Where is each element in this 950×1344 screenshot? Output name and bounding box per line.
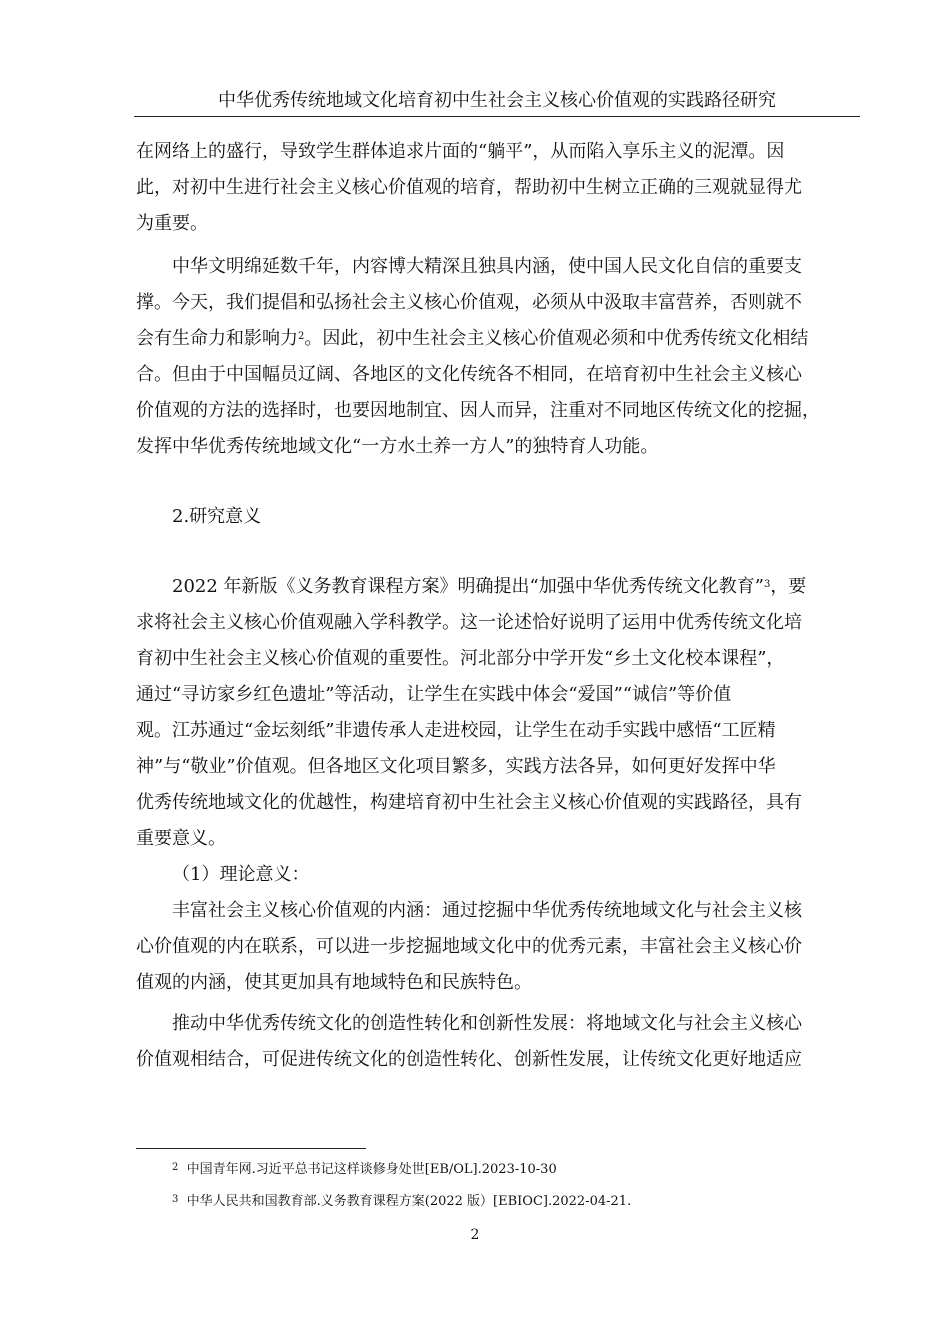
- text-line: 优秀传统地域文化的优越性，构建培育初中生社会主义核心价值观的实践路径，具有: [136, 792, 802, 813]
- text-line: 为重要。: [136, 213, 208, 234]
- footnote-ref: 2: [298, 331, 305, 342]
- footnote: $^3$ 中华人民共和国教育部.义务教育课程方案(2022 版）[EBIOC].2022-04-21.: [172, 1194, 632, 1209]
- text-line: 会有生命力和影响力$^2$。因此，初中生社会主义核心价值观必须和中优秀传统文化相结: [136, 328, 809, 349]
- text-line: 价值观的方法的选择时，也要因地制宜、因人而异，注重对不同地区传统文化的挖掘，: [136, 400, 820, 421]
- section-heading: 2.研究意义: [172, 506, 262, 527]
- text-line: 求将社会主义核心价值观融入学科教学。这一论述恰好说明了运用中优秀传统文化培: [136, 612, 802, 633]
- text-line: 此，对初中生进行社会主义核心价值观的培育，帮助初中生树立正确的三观就显得尤: [136, 177, 802, 198]
- text-line: 发挥中华优秀传统地域文化“一方水土养一方人”的独特育人功能。: [136, 436, 659, 457]
- text-line: 中华文明绵延数千年，内容博大精深且独具内涵，使中国人民文化自信的重要支: [172, 256, 802, 277]
- running-header: 中华优秀传统地域文化培育初中生社会主义核心价值观的实践路径研究: [134, 89, 860, 117]
- footnote-divider: [136, 1148, 366, 1149]
- text-line: 神”与“敬业”价值观。但各地区文化项目繁多，实践方法各异，如何更好发挥中华: [136, 756, 776, 777]
- page-number: 2: [470, 1227, 480, 1243]
- footnote: $^2$ 中国青年网.习近平总书记这样谈修身处世[EB/OL].2023-10-30: [172, 1162, 557, 1177]
- text-line: 推动中华优秀传统文化的创造性转化和创新性发展：将地域文化与社会主义核心: [172, 1013, 802, 1034]
- text-line: 观。江苏通过“金坛刻纸”非遗传承人走进校园，让学生在动手实践中感悟“工匠精: [136, 720, 776, 741]
- text-line: 价值观相结合，可促进传统文化的创造性转化、创新性发展，让传统文化更好地适应: [136, 1049, 802, 1070]
- subsection-heading: （1）理论意义：: [172, 864, 310, 885]
- text-line: 撑。今天，我们提倡和弘扬社会主义核心价值观，必须从中汲取丰富营养，否则就不: [136, 292, 802, 313]
- text-line: 重要意义。: [136, 828, 226, 849]
- text-line: 丰富社会主义核心价值观的内涵：通过挖掘中华优秀传统地域文化与社会主义核: [172, 900, 802, 921]
- text-line: 合。但由于中国幅员辽阔、各地区的文化传统各不相同，在培育初中生社会主义核心: [136, 364, 802, 385]
- text-line: 2022 年新版《义务教育课程方案》明确提出“加强中华优秀传统文化教育”$^3$，要: [172, 576, 807, 597]
- text-line: 心价值观的内在联系，可以进一步挖掘地域文化中的优秀元素，丰富社会主义核心价: [136, 936, 802, 957]
- text-line: 值观的内涵，使其更加具有地域特色和民族特色。: [136, 972, 532, 993]
- text-line: 育初中生社会主义核心价值观的重要性。河北部分中学开发“乡土文化校本课程”，: [136, 648, 785, 669]
- text-line: 在网络上的盛行，导致学生群体追求片面的“躺平”，从而陷入享乐主义的泥潭。因: [136, 141, 785, 162]
- footnote-ref: 3: [763, 579, 771, 590]
- text-line: 通过“寻访家乡红色遗址”等活动，让学生在实践中体会“爱国”“诚信”等价值: [136, 684, 732, 705]
